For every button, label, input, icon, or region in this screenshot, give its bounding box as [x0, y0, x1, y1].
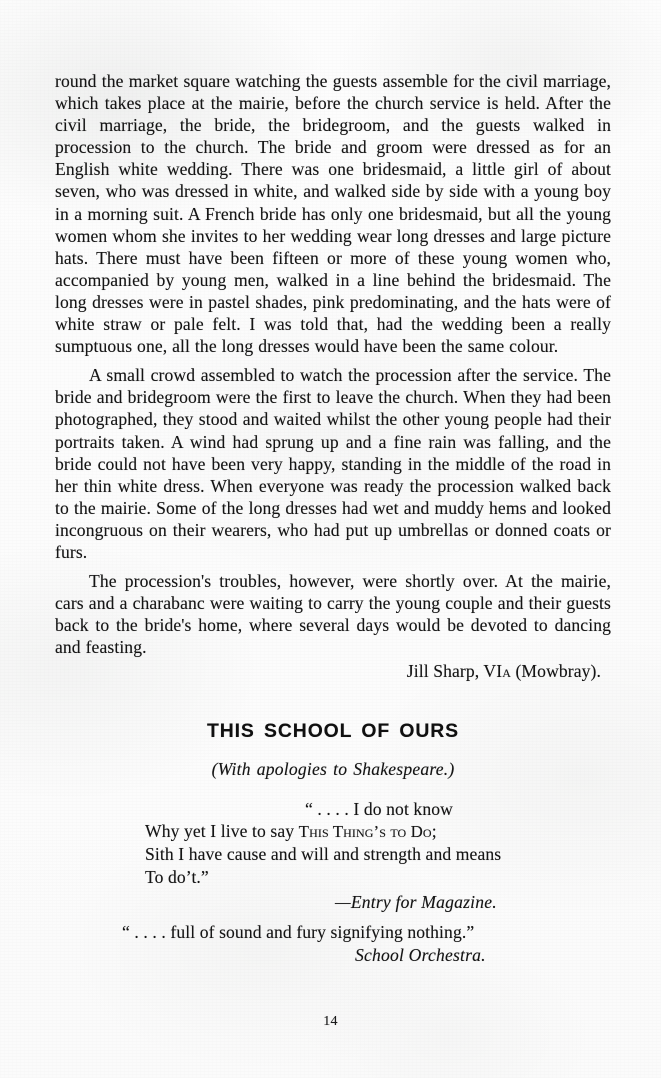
article-byline — [55, 660, 611, 683]
closing-attribution: School Orchestra. — [355, 944, 486, 965]
section-subtitle: (With apologies to Shakespeare.) — [211, 758, 455, 779]
byline-form-suffix: a — [502, 662, 511, 682]
verse-line — [55, 820, 611, 843]
page-number: 14 — [323, 1014, 338, 1029]
verse-block — [55, 798, 611, 889]
verse-attribution: —Entry for Magazine. — [335, 892, 497, 913]
section-heading: THIS SCHOOL OF OURS — [207, 719, 459, 742]
body-paragraph: The procession's troubles, however, were shortly over. At the mairie, cars and a charabanc were waiting to carry the young couple and their guests back to the bride's home, where several days would be devoted to dancing and feasting. — [55, 571, 611, 658]
byline-house: (Mowbray). — [510, 661, 601, 682]
verse-line: Sith I have cause and will and strength and means — [145, 844, 502, 865]
byline-author: Jill Sharp, — [406, 661, 484, 682]
body-paragraph: A small crowd assembled to watch the procession after the service. The bride and bridegroom were the first to leave the church. When they had been photographed, they stood and waited whilst the other young people had their portraits taken. A wind had sprung up and a fine rain was falling, and the bride could not have been very happy, standing in the middle of the road in her thin white dress. When everyone was ready the procession walked back to the mairie. Some of the long dresses had wet and muddy hems and looked incongruous on their wearers, who had put up umbrellas or donned coats or furs. — [55, 365, 611, 562]
body-paragraph: round the market square watching the guests assemble for the civil marriage, which takes place at the mairie, before the church service is held. After the civil marriage, the bride, the bridegroom, and the guests walked in procession to the church. The bride and groom were dressed as for an English white wedding. There was one bridesmaid, a little girl of about seven, who was dressed in white, and walked side by side with a young boy in a morning suit. A French bride has only one bridesmaid, but all the young women whom she invites to her wedding wear long dresses and large picture hats. There must have been fifteen or more of these young women who, accompanied by young men, walked in a line behind the bridesmaid. The long dresses were in pastel shades, pink predominating, and the hats were of white straw or pale felt. I was told that, had the wedding been a really sumptuous one, all the long dresses would have been the same colour. — [55, 71, 611, 357]
verse-line: “ . . . . I do not know — [305, 798, 453, 819]
verse-line-tail: ; — [431, 820, 437, 841]
byline-form: VI — [483, 661, 503, 682]
verse-line-smallcaps: This Thing’s to Do — [298, 821, 432, 841]
verse-line-text: Why yet I live to say — [145, 820, 299, 841]
closing-quotation: “ . . . . full of sound and fury signifying nothing.” — [122, 921, 475, 942]
verse-line: To do’t.” — [145, 866, 209, 887]
text-column — [55, 70, 611, 966]
